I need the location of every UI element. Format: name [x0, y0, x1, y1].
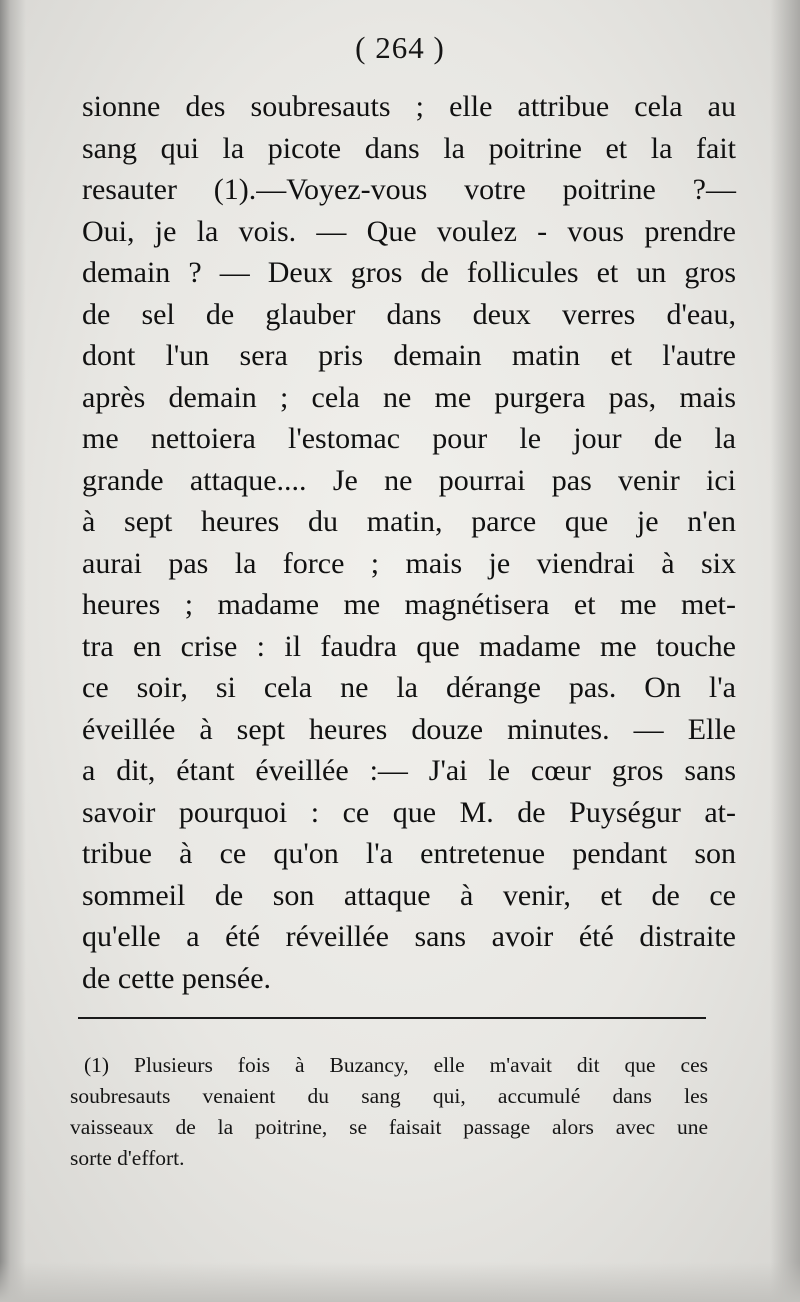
text-line: sang qui la picote dans la poitrine et la fait [82, 131, 736, 165]
text-line: qu'elle a été réveillée sans avoir été distraite [82, 920, 736, 953]
text-line: a dit, étant éveillée :— J'ai le cœur gros sans [82, 754, 736, 787]
text-line: Oui, je la vois. — Que voulez - vous prendre [82, 214, 736, 248]
text-line: savoir pourquoi : ce que M. de Puységur at- [82, 795, 736, 829]
text-line: tra en crise : il faudra que madame me touche [82, 629, 736, 663]
text-line: éveillée à sept heures douze minutes. — Elle [82, 712, 736, 746]
body-text [82, 86, 736, 999]
text-line: sionne des soubresauts ; elle attribue cela au [82, 90, 736, 123]
text-line: me nettoiera l'estomac pour le jour de la [82, 422, 736, 455]
footnote-line: vaisseaux de la poitrine, se faisait passage alors avec une [70, 1115, 708, 1139]
footnote [70, 1050, 708, 1174]
text-line: resauter (1).—Voyez-vous votre poitrine ?— [82, 173, 736, 206]
text-line: aurai pas la force ; mais je viendrai à six [82, 546, 736, 580]
page-gutter-shadow [0, 0, 26, 1302]
text-line: dont l'un sera pris demain matin et l'autre [82, 339, 736, 372]
page-bottom-shadow [0, 1262, 800, 1302]
footnote-line: soubresauts venaient du sang qui, accumulé dans les [70, 1084, 708, 1108]
footnote-separator [78, 1017, 706, 1019]
text-line: grande attaque.... Je ne pourrai pas venir ici [82, 463, 736, 497]
footnote-line: sorte d'effort. [70, 1146, 185, 1170]
text-line: à sept heures du matin, parce que je n'en [82, 505, 736, 538]
text-line: de cette pensée. [82, 961, 272, 995]
text-line: après demain ; cela ne me purgera pas, mais [82, 380, 736, 414]
text-line: heures ; madame me magnétisera et me met- [82, 588, 736, 621]
text-line: demain ? — Deux gros de follicules et un gros [82, 256, 736, 289]
page-edge-shadow [770, 0, 800, 1302]
text-line: tribue à ce qu'on l'a entretenue pendant son [82, 837, 736, 870]
text-line: sommeil de son attaque à venir, et de ce [82, 878, 736, 912]
text-line: ce soir, si cela ne la dérange pas. On l'a [82, 671, 736, 704]
text-line: de sel de glauber dans deux verres d'eau, [82, 297, 736, 331]
footnote-line: (1) Plusieurs fois à Buzancy, elle m'avait dit que ces [84, 1053, 708, 1077]
page-number: ( 264 ) [355, 30, 445, 65]
